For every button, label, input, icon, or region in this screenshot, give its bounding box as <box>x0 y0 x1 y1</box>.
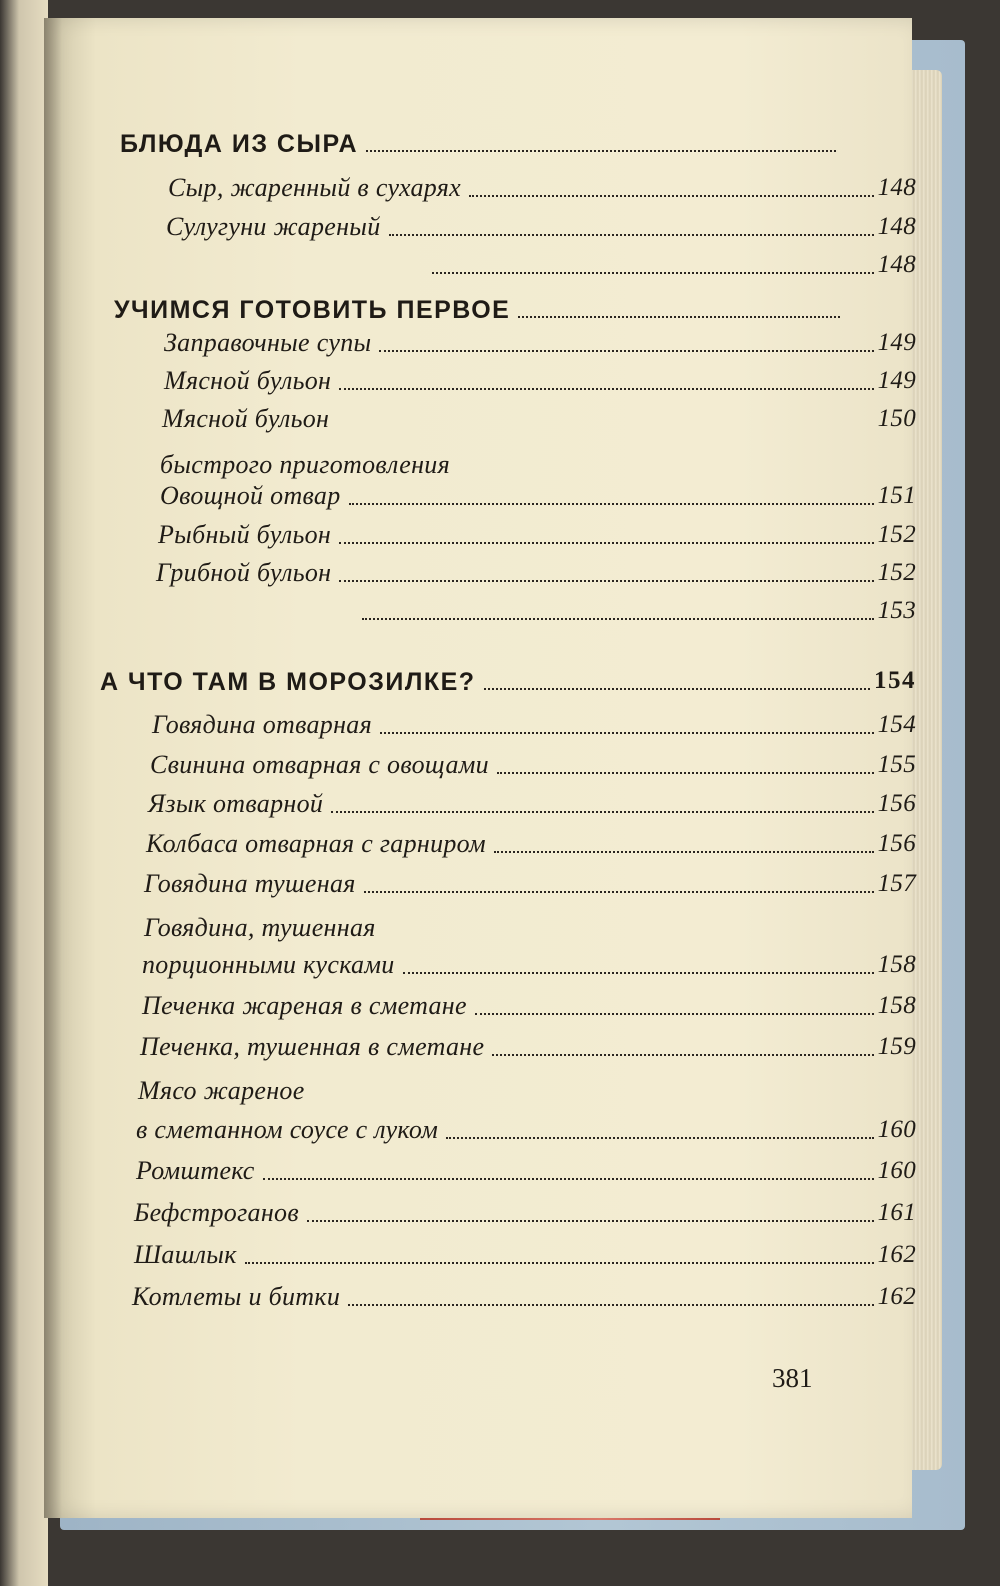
entry-label: Овощной отвар <box>160 481 341 510</box>
entry-page: 155 <box>877 751 916 778</box>
entry-page: 157 <box>877 870 916 897</box>
dot-leader <box>380 732 874 734</box>
dot-leader <box>349 503 874 505</box>
toc-entry[interactable] <box>144 913 564 943</box>
toc-entry-continuation[interactable] <box>136 1115 916 1145</box>
section-title-text: А ЧТО ТАМ В МОРОЗИЛКЕ? <box>100 668 476 696</box>
dot-leader <box>446 1137 873 1139</box>
entry-label: Ромштекс <box>136 1156 255 1185</box>
dot-leader <box>484 688 870 690</box>
entry-page: 148 <box>877 251 916 278</box>
entry-page: 148 <box>877 213 916 240</box>
dot-leader <box>337 426 873 428</box>
toc-entry[interactable] <box>150 750 916 780</box>
dot-leader <box>469 195 874 197</box>
page-gutter <box>44 18 62 1518</box>
dot-leader <box>364 891 874 893</box>
dot-leader <box>339 580 873 582</box>
toc-entry[interactable] <box>138 1076 558 1106</box>
toc-entry-continuation[interactable] <box>142 950 916 980</box>
entry-page: 153 <box>877 597 916 624</box>
entry-page: 162 <box>877 1241 916 1268</box>
entry-label: Рыбный бульон <box>158 520 332 549</box>
toc-entry-continuation[interactable] <box>160 450 580 480</box>
entry-label: Язык отварной <box>148 789 324 818</box>
entry-label: в сметанном соусе с луком <box>136 1115 439 1144</box>
dot-leader <box>475 1013 874 1015</box>
dot-leader <box>307 1220 874 1222</box>
toc-entry[interactable] <box>132 1282 916 1312</box>
toc-entry[interactable] <box>134 1198 916 1228</box>
dot-leader <box>339 542 873 544</box>
dot-leader <box>518 316 840 318</box>
entry-page: 161 <box>877 1199 916 1226</box>
entry-page: 151 <box>877 482 916 509</box>
toc-section-title <box>114 296 844 324</box>
entry-label: Мясо жареное <box>138 1076 305 1105</box>
entry-label: Грибной бульон <box>156 558 332 587</box>
entry-label: Колбаса отварная с гарниром <box>146 829 486 858</box>
entry-page: 160 <box>877 1157 916 1184</box>
toc-entry[interactable] <box>166 212 916 242</box>
toc-entry[interactable] <box>168 173 916 203</box>
entry-label: быстрого приготовления <box>160 450 450 479</box>
entry-label: Мясной бульон <box>162 404 330 433</box>
dot-leader <box>331 811 873 813</box>
dot-leader <box>263 1178 874 1180</box>
section-title-text: УЧИМСЯ ГОТОВИТЬ ПЕРВОЕ <box>114 296 511 324</box>
dot-leader <box>348 1304 873 1306</box>
entry-page: 152 <box>877 521 916 548</box>
entry-page: 160 <box>877 1116 916 1143</box>
entry-label: Печенка жареная в сметане <box>142 991 467 1020</box>
toc-entry[interactable] <box>140 1032 916 1062</box>
page-number: 381 <box>772 1363 813 1393</box>
entry-page: 156 <box>877 830 916 857</box>
toc-section-title <box>120 130 840 158</box>
entry-label: Котлеты и битки <box>132 1282 341 1311</box>
entry-page: 154 <box>874 667 916 694</box>
toc-entry[interactable] <box>136 1156 916 1186</box>
toc-entry[interactable] <box>146 829 916 859</box>
toc-entry[interactable] <box>148 789 916 819</box>
entry-page: 154 <box>877 711 916 738</box>
toc-entry[interactable] <box>156 558 916 588</box>
dot-leader <box>366 150 836 152</box>
toc-entry[interactable] <box>152 710 916 740</box>
entry-page: 162 <box>877 1283 916 1310</box>
dot-leader <box>403 972 874 974</box>
section-title-text: БЛЮДА ИЗ СЫРА <box>120 130 358 158</box>
entry-page: 159 <box>877 1033 916 1060</box>
entry-page: 158 <box>877 951 916 978</box>
dot-leader <box>339 388 873 390</box>
toc-entry[interactable] <box>142 991 916 1021</box>
toc-entry[interactable] <box>164 328 916 358</box>
entry-page: 158 <box>877 992 916 1019</box>
entry-label: Говядина отварная <box>152 710 372 739</box>
book-page <box>44 18 916 1518</box>
entry-page: 156 <box>877 790 916 817</box>
toc-entry[interactable] <box>158 520 916 550</box>
entry-label: Сулугуни жареный <box>166 212 381 241</box>
dot-leader <box>362 618 874 620</box>
entry-label: Бефстроганов <box>134 1198 299 1227</box>
dot-leader <box>379 350 873 352</box>
toc-entry[interactable] <box>164 366 916 396</box>
entry-label: Мясной бульон <box>164 366 332 395</box>
left-page-edge <box>0 0 48 1586</box>
toc-section-title <box>100 666 916 696</box>
entry-label: Шашлык <box>134 1240 237 1269</box>
entry-label: Говядина, тушенная <box>144 913 376 942</box>
entry-label: Свинина отварная с овощами <box>150 750 489 779</box>
dot-leader <box>432 272 874 274</box>
toc-entry-continuation <box>354 596 916 626</box>
entry-label: Говядина тушеная <box>144 869 356 898</box>
entry-page: 149 <box>877 329 916 356</box>
dot-leader <box>389 234 874 236</box>
entry-page: 148 <box>877 174 916 201</box>
toc-entry-continuation <box>424 250 916 280</box>
entry-page: 150 <box>877 405 916 432</box>
entry-page: 152 <box>877 559 916 586</box>
toc-entry[interactable] <box>134 1240 916 1270</box>
dot-leader <box>497 772 874 774</box>
dot-leader <box>492 1054 873 1056</box>
toc-entry[interactable] <box>160 481 916 511</box>
entry-label: порционными кусками <box>142 950 395 979</box>
entry-label: Печенка, тушенная в сметане <box>140 1032 485 1061</box>
entry-page: 149 <box>877 367 916 394</box>
toc-entry[interactable] <box>162 404 916 434</box>
entry-label: Заправочные супы <box>164 328 372 357</box>
entry-label: Сыр, жаренный в сухарях <box>168 173 461 202</box>
toc-entry[interactable] <box>144 869 916 899</box>
dot-leader <box>245 1262 874 1264</box>
dot-leader <box>494 851 874 853</box>
